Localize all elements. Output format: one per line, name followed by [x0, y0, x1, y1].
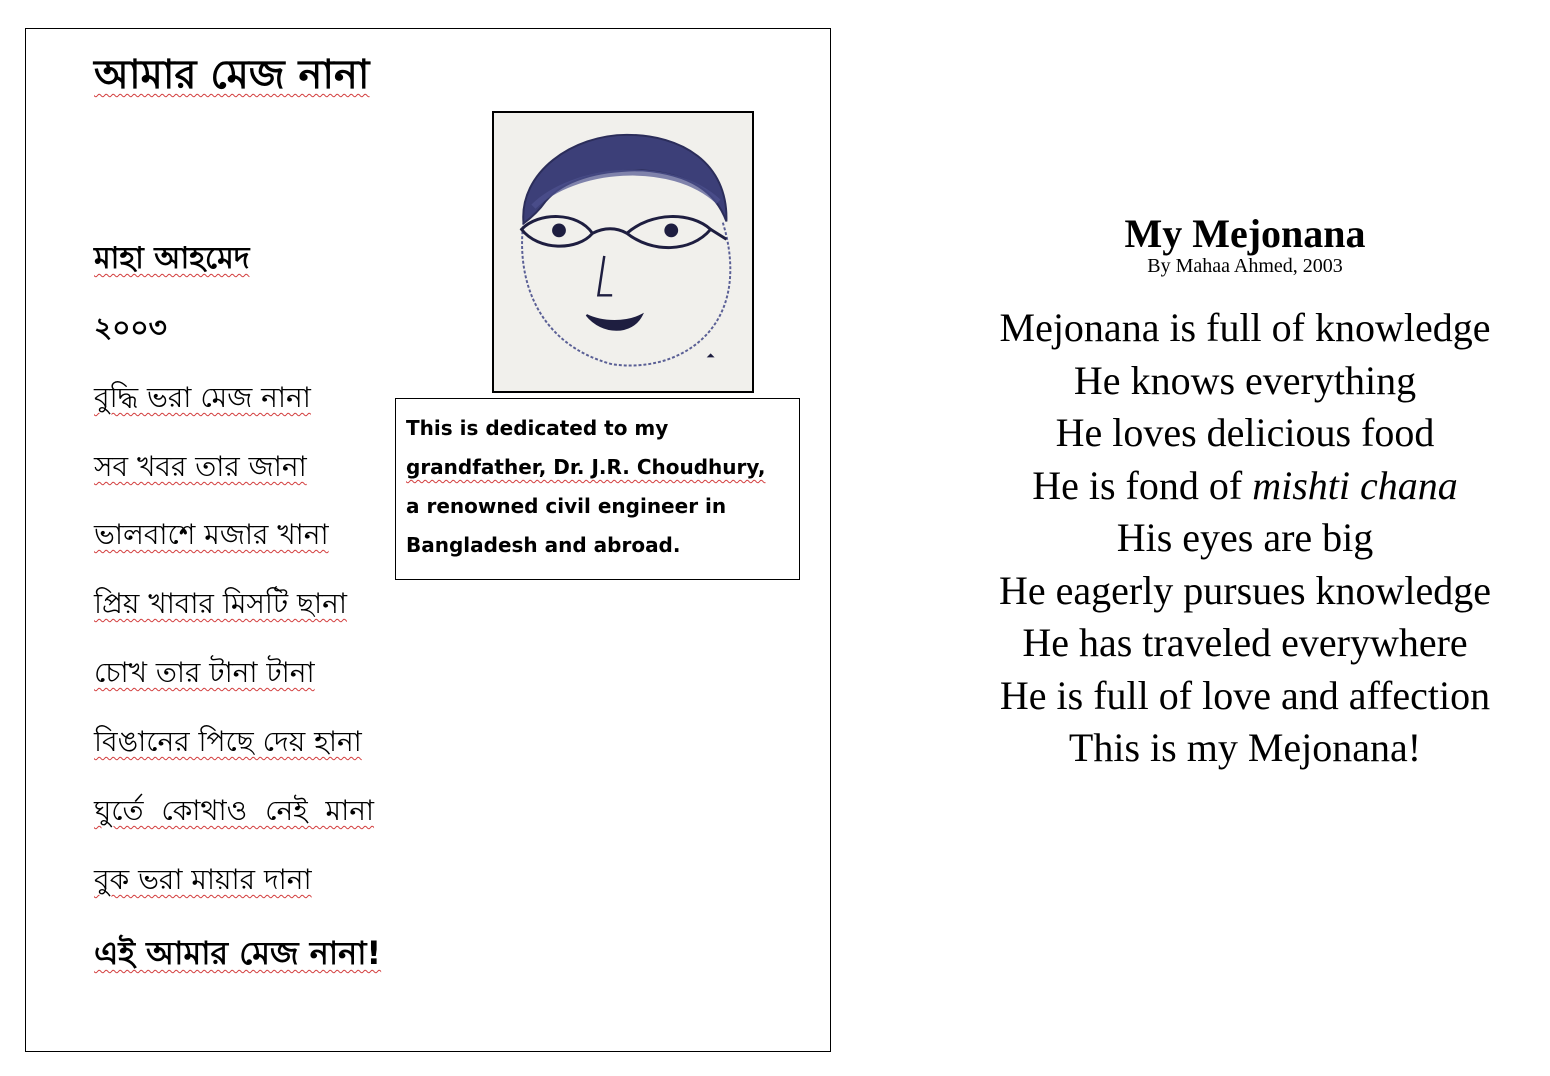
bengali-line-5: চোখ তার টানা টানা	[94, 656, 315, 689]
translation-line-6: He eagerly pursues knowledge	[998, 567, 1492, 613]
english-translation	[940, 210, 1550, 775]
translation-line-4	[940, 460, 1550, 513]
bengali-last-line: এই আমার মেজ নানা!	[94, 934, 382, 972]
bengali-author: মাহা আহমেদ	[94, 241, 250, 276]
dedication-line-1: This is dedicated to my	[406, 416, 669, 440]
grandfather-drawing	[492, 111, 754, 393]
translation-line-5: His eyes are big	[1116, 515, 1374, 560]
translation-byline: By Mahaa Ahmed, 2003	[1147, 255, 1343, 277]
face-sketch-icon	[494, 113, 752, 391]
translation-line-4-italic: mishti chana	[1252, 462, 1458, 508]
bengali-line-8: বুক ভরা মায়ার দানা	[94, 863, 312, 896]
translation-line-7: He has traveled everywhere	[1022, 620, 1468, 665]
bengali-year: ২০০৩	[94, 311, 167, 344]
translation-title: My Mejonana	[1124, 211, 1366, 256]
bengali-poem-page	[25, 28, 831, 1052]
translation-line-9: This is my Mejonana!	[1068, 725, 1422, 770]
translation-line-8: He is full of love and affection	[999, 672, 1491, 718]
bengali-line-3: ভালবাশে মজার খানা	[94, 518, 329, 551]
bengali-line-2: সব খবর তার জানা	[94, 450, 307, 483]
translation-line-4-prefix: He is fond of	[1032, 462, 1253, 508]
translation-line-2: He knows everything	[1073, 357, 1417, 403]
bengali-line-1: বুদ্ধি ভরা মেজ নানা	[94, 381, 311, 414]
dedication-line-2: grandfather, Dr. J.R. Choudhury,	[406, 455, 766, 479]
bengali-line-6: বিঙানের পিছে দেয় হানা	[94, 725, 362, 758]
bengali-line-4: প্রিয় খাবার মিসটি ছানা	[94, 587, 347, 620]
translation-line-3: He loves delicious food	[1055, 410, 1435, 455]
dedication-box	[395, 398, 800, 580]
translation-line-1: Mejonana is full of knowledge	[999, 305, 1491, 350]
dedication-line-3: a renowned civil engineer in	[406, 494, 727, 518]
bengali-title: আমার মেজ নানা	[94, 52, 370, 98]
bengali-line-7: ঘুর্তে কোথাও নেই মানা	[94, 794, 375, 827]
dedication-line-4: Bangladesh and abroad.	[406, 533, 681, 557]
